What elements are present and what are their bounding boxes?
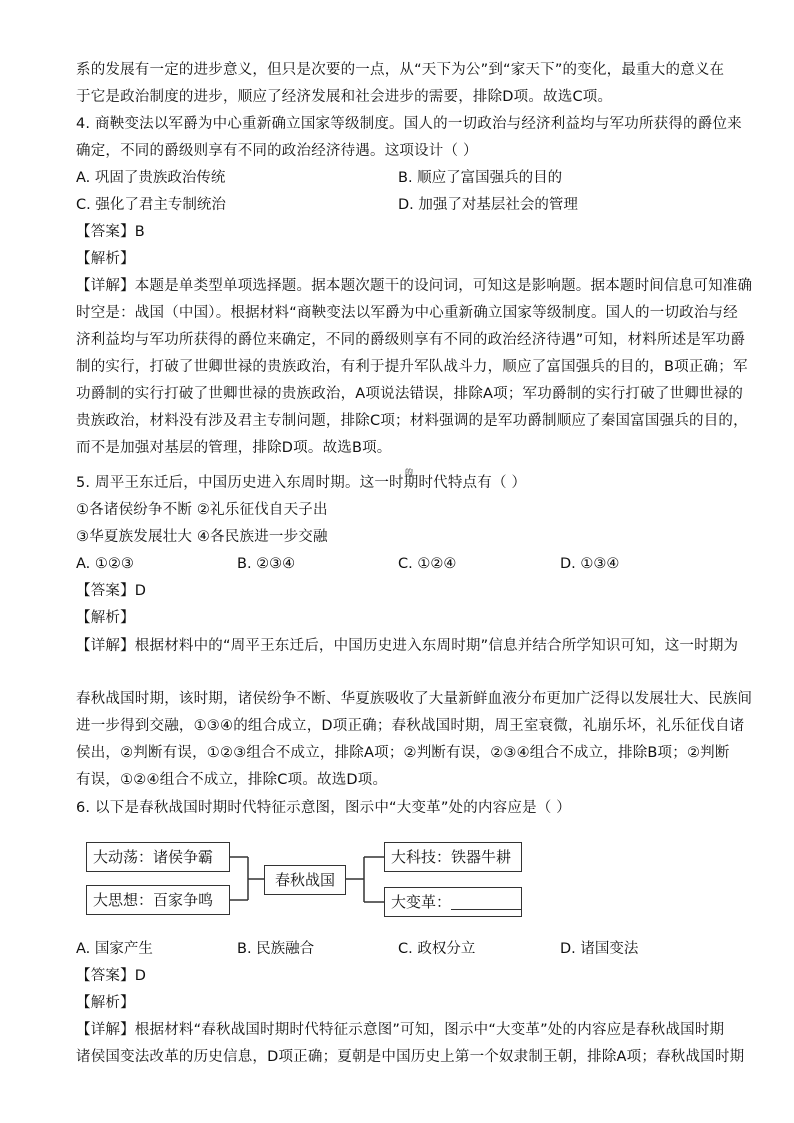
q5-statement: ①各诸侯纷争不断 ②礼乐征伐自天子出 xyxy=(76,502,328,518)
diagram-node-center: 春秋战国 xyxy=(264,865,346,895)
question-5-stem-part: 时代特点有（ ） xyxy=(418,475,527,491)
question-5-stem xyxy=(76,473,526,493)
q6-option-c: C. 政权分立 xyxy=(398,941,476,957)
q5-statement: ③华夏族发展壮大 ④各民族进一步交融 xyxy=(76,529,328,545)
q5-option-c: C. ①②④ xyxy=(398,556,457,572)
q4-option-a: A. 巩固了贵族政治传统 xyxy=(76,170,226,186)
q4-option-b: B. 顺应了富国强兵的目的 xyxy=(398,170,563,186)
explanation-line: 春秋战国时期，该时期，诸侯纷争不断、华夏族吸收了大量新鲜血液分布更加广泛得以发展壮大、民族间 xyxy=(76,691,753,707)
q4-option-c: C. 强化了君主专制统治 xyxy=(76,197,226,213)
q5-option-a: A. ①②③ xyxy=(76,556,134,572)
diagram-node-technology: 大科技：铁器牛耕 xyxy=(384,842,522,872)
diagram-node-turmoil: 大动荡：诸侯争霸 xyxy=(86,842,230,872)
reform-label: 大变革： xyxy=(391,893,452,911)
explanation-line: 而不是加强对基层的管理，排除D项。故选B项。 xyxy=(76,440,392,456)
explanation-line: 进一步得到交融，①③④的组合成立，D项正确；春秋战国时期，周王室衰微，礼崩乐坏，礼乐征伐自诸 xyxy=(76,718,745,734)
analysis-label: 【解析】 xyxy=(76,995,135,1011)
explanation-line: 时空是：战国（中国）。根据材料“商鞅变法以军爵为中心重新确立国家等级制度。国人的一切政治与经 xyxy=(76,305,738,321)
explanation-line: 制的实行，打破了世卿世禄的贵族政治，有利于提升军队战斗力，顺应了富国强兵的目的，B项正确；军 xyxy=(76,359,748,375)
question-4-stem: 4. 商鞅变法以军爵为中心重新确立国家等级制度。国人的一切政治与经济利益均与军功所获得的爵位来 xyxy=(76,116,742,132)
q5-option-b: B. ②③④ xyxy=(237,556,296,572)
text-line: 系的发展有一定的进步意义，但只是次要的一点，从“天下为公”到“家天下”的变化，最重大的意义在 xyxy=(76,62,725,78)
analysis-label: 【解析】 xyxy=(76,251,135,267)
q4-option-d: D. 加强了对基层社会的管理 xyxy=(398,197,578,213)
analysis-label: 【解析】 xyxy=(76,610,135,626)
text-line: 于它是政治制度的进步，顺应了经济发展和社会进步的需要，排除D项。故选C项。 xyxy=(76,89,613,105)
answer-label: 【答案】D xyxy=(76,968,147,984)
explanation-line: 功爵制的实行打破了世卿世禄的贵族政治，A项说法错误，排除A项；军功爵制的实行打破了世卿世禄的 xyxy=(76,386,744,402)
explanation-line: 贵族政治，材料没有涉及君主专制问题，排除C项；材料强调的是军功爵制顺应了秦国富国强兵的目的， xyxy=(76,413,748,429)
q6-option-d: D. 诸国变法 xyxy=(560,941,639,957)
explanation-line: 诸侯国变法改革的历史信息，D项正确；夏朝是中国历史上第一个奴隶制王朝，排除A项；春秋战国时期 xyxy=(76,1049,745,1065)
explanation-line: 有误，①②④组合不成立，排除C项。故选D项。 xyxy=(76,772,388,788)
explanation-line: 侯出，②判断有误，①②③组合不成立，排除A项；②判断有误，②③④组合不成立，排除B项；②判断 xyxy=(76,745,730,761)
explanation-line: 济利益均与军功所获得的爵位来确定，不同的爵级则享有不同的政治经济待遇”可知，材料所述是军功爵 xyxy=(76,332,746,348)
question-4-stem: 确定，不同的爵级则享有不同的政治经济待遇。这项设计（ ） xyxy=(76,143,478,159)
diagram-node-thought: 大思想：百家争鸣 xyxy=(86,885,230,915)
explanation-line: 【详解】根据材料“春秋战国时期时代特征示意图”可知，图示中“大变革”处的内容应是春秋战国时期 xyxy=(76,1022,725,1038)
q6-option-a: A. 国家产生 xyxy=(76,941,153,957)
diagram-node-reform xyxy=(384,887,522,917)
answer-blank xyxy=(451,893,521,910)
question-6-stem: 6. 以下是春秋战国时期时代特征示意图，图示中“大变革”处的内容应是（ ） xyxy=(76,800,571,816)
answer-label: 【答案】D xyxy=(76,583,147,599)
q6-option-b: B. 民族融合 xyxy=(237,941,315,957)
answer-label: 【答案】B xyxy=(76,224,145,240)
stray-character: 的 xyxy=(405,468,413,477)
question-5-stem-part: 5. 周平王东迁后，中国历史进入东周时期。这一时期 xyxy=(76,475,419,491)
explanation-line: 【详解】本题是单类型单项选择题。据本题次题干的设问词，可知这是影响题。据本题时间信息可知准确 xyxy=(76,278,753,294)
q5-option-d: D. ①③④ xyxy=(560,556,620,572)
explanation-line: 【详解】根据材料中的“周平王东迁后，中国历史进入东周时期”信息并结合所学知识可知，这一时期为 xyxy=(76,638,739,654)
